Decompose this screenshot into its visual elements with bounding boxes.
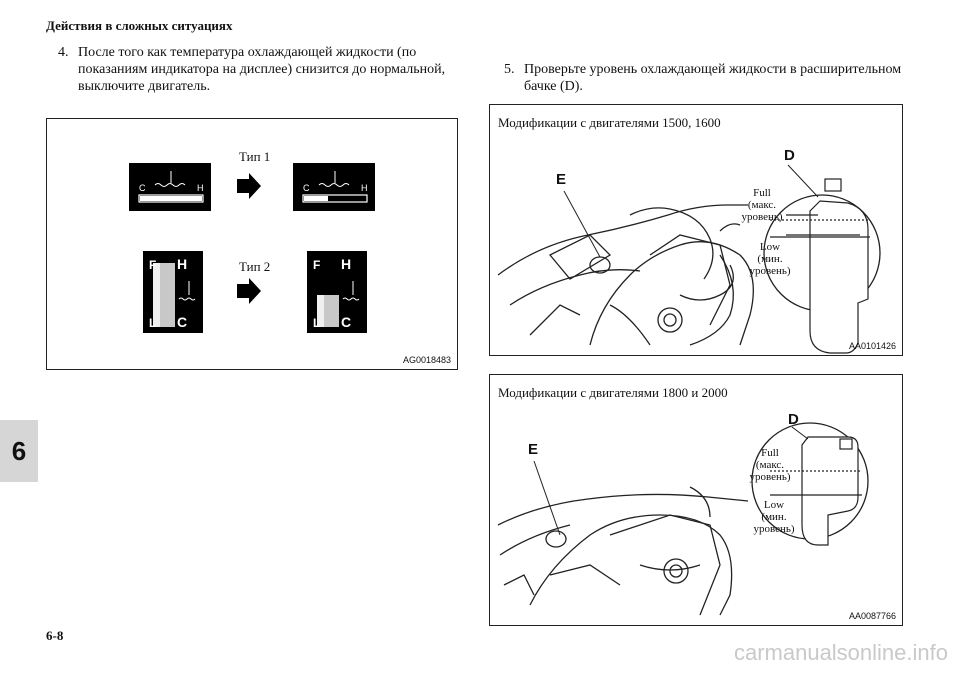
step-5-number: 5. <box>504 62 515 77</box>
engine-illustration <box>490 105 902 355</box>
gauge-f-mark: F <box>313 258 321 272</box>
callout-e: E <box>556 171 567 188</box>
type1-gauge-after <box>293 163 375 211</box>
step-4-text <box>78 44 445 95</box>
full-level-label <box>738 447 802 483</box>
callout-e: E <box>528 441 539 458</box>
gauge-l-mark: L <box>313 316 321 330</box>
step-4-line-1: После того как температура охлаждающей жидкости (по <box>78 45 417 60</box>
low-label-line-3: уровень) <box>749 265 791 277</box>
figure-code: AG0018483 <box>402 355 451 365</box>
low-label-line-2: (мин. <box>761 511 787 523</box>
gauge-c-mark: C <box>177 314 188 330</box>
engine-illustration <box>490 375 902 625</box>
step-5-text <box>524 61 901 95</box>
type1-gauge-before <box>129 163 211 211</box>
gauge-h-mark: H <box>341 256 352 272</box>
full-label-line-3: уровень) <box>749 471 791 483</box>
full-label-line-2: (макс. <box>747 199 777 211</box>
callout-d: D <box>788 411 799 428</box>
chapter-tab: 6 <box>0 420 38 482</box>
arrow-icon <box>237 173 261 199</box>
step-4-line-2: показаниям индикатора на дисплее) снизится до нормальной, <box>78 62 446 77</box>
full-label-line-1: Full <box>761 447 779 459</box>
gauge-h-mark: H <box>177 256 188 272</box>
low-label-line-2: (мин. <box>757 253 783 265</box>
figure-engine-1500-1600 <box>489 104 903 356</box>
full-label-line-3: уровень) <box>741 211 783 223</box>
step-4-number: 4. <box>58 45 69 60</box>
figure-gauges <box>46 118 458 370</box>
gauge-h-mark: H <box>361 183 368 193</box>
low-level-label <box>738 241 802 277</box>
gauge-c-mark: C <box>341 314 352 330</box>
watermark: carmanualsonline.info <box>733 640 948 665</box>
step-5 <box>504 61 924 101</box>
type2-gauge-after <box>307 251 367 333</box>
step-4 <box>58 44 458 100</box>
gauge-f-mark: F <box>149 258 157 272</box>
low-label-line-1: Low <box>759 241 781 253</box>
arrow-icon <box>237 278 261 304</box>
full-label-line-1: Full <box>753 187 771 199</box>
low-level-label <box>742 499 806 535</box>
type2-gauge-before <box>143 251 203 333</box>
section-header: Действия в сложных ситуациях <box>46 18 233 33</box>
type1-label: Тип 1 <box>239 149 271 164</box>
figure-code: AA0101426 <box>848 341 896 351</box>
type2-label: Тип 2 <box>239 259 271 274</box>
figure-code: AA0087766 <box>848 611 896 621</box>
step-5-line-2: бачке (D). <box>524 79 583 94</box>
step-4-line-3: выключите двигатель. <box>78 79 211 94</box>
low-label-line-1: Low <box>763 499 785 511</box>
step-5-line-1: Проверьте уровень охлаждающей жидкости в расширительном <box>524 62 902 77</box>
gauge-c-mark: C <box>303 183 310 193</box>
gauge-c-mark: C <box>139 183 146 193</box>
full-level-label <box>730 187 794 223</box>
gauge-l-mark: L <box>149 316 157 330</box>
figure-engine-1800-2000 <box>489 374 903 626</box>
full-label-line-2: (макс. <box>755 459 785 471</box>
figure-title: Модификации с двигателями 1500, 1600 <box>498 115 721 130</box>
callout-d: D <box>784 147 795 164</box>
figure-title: Модификации с двигателями 1800 и 2000 <box>498 385 728 400</box>
gauge-h-mark: H <box>197 183 204 193</box>
low-label-line-3: уровень) <box>753 523 795 535</box>
page-number: 6-8 <box>46 628 64 643</box>
